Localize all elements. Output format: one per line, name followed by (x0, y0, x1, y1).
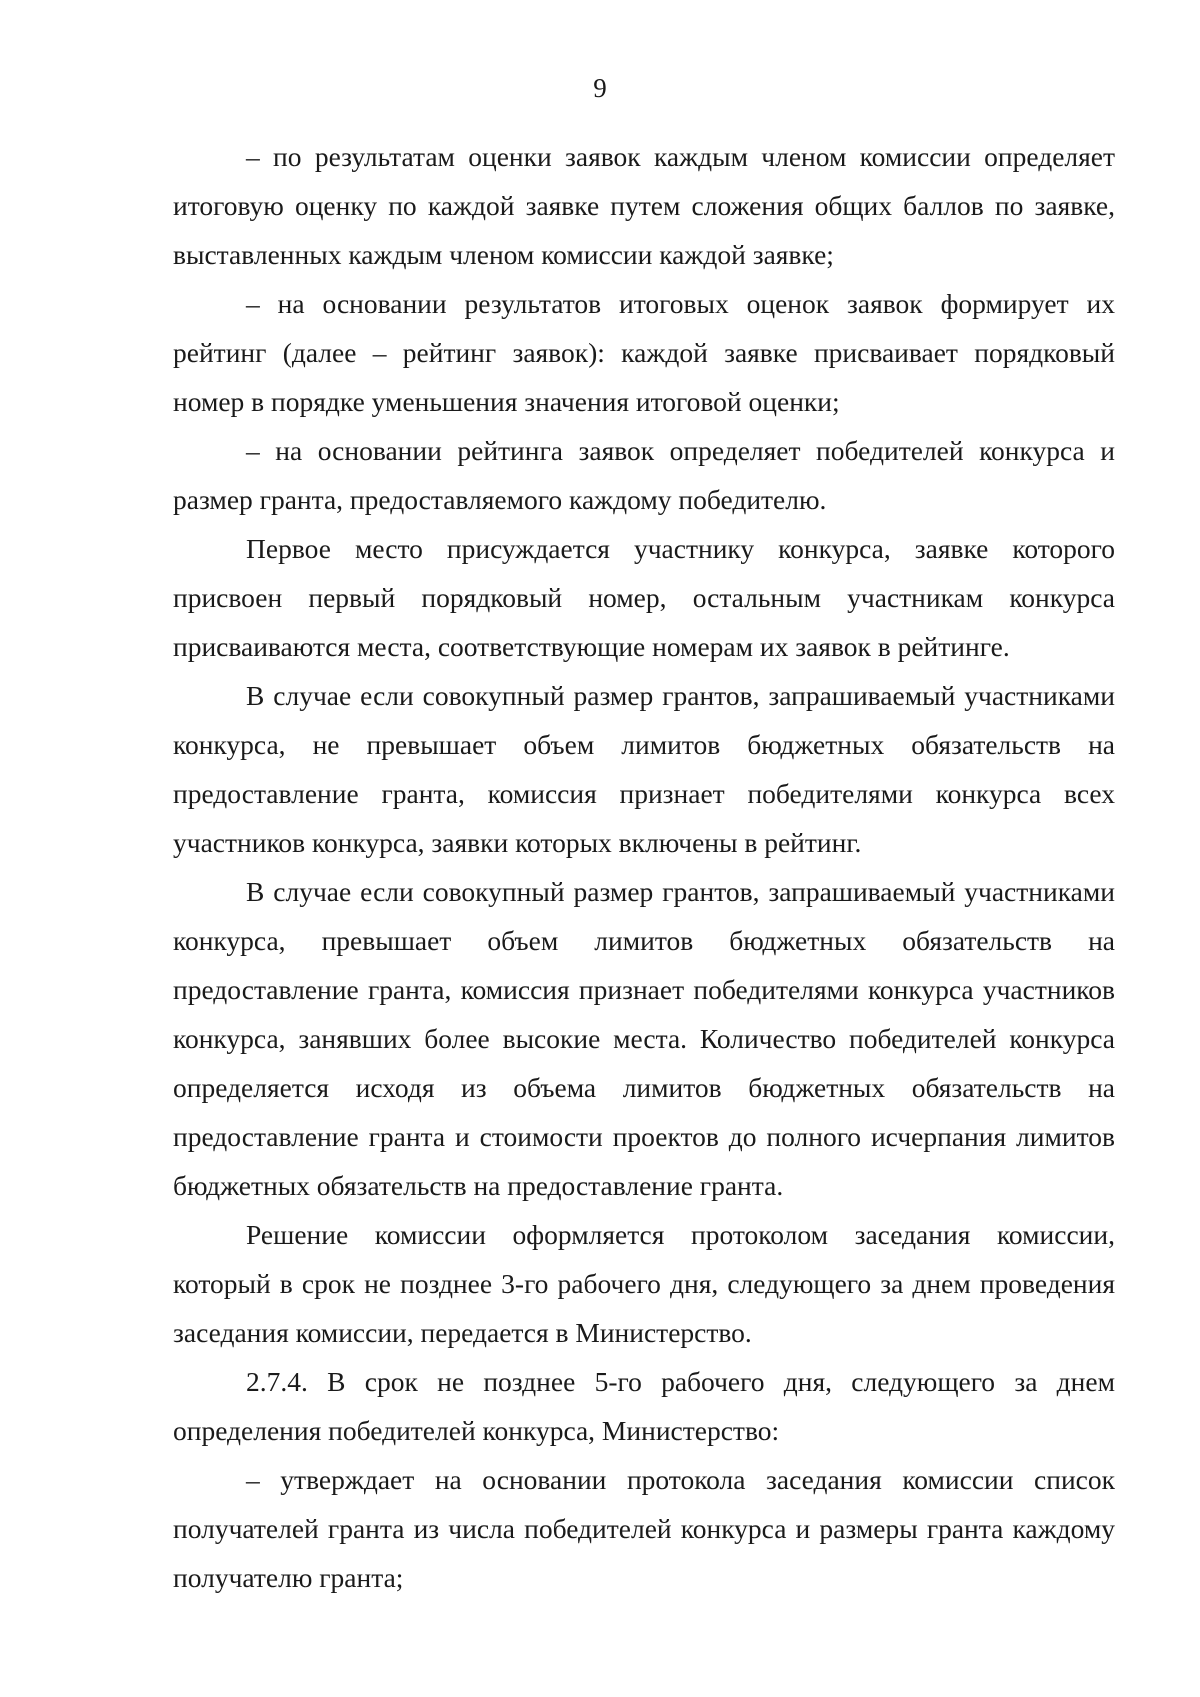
page-number: 9 (593, 73, 607, 103)
paragraph-approval: – утверждает на основании протокола заседания комиссии список получателей гранта из числа победителей конкурса и размеры гранта каждому получателю гранта; (173, 1464, 1115, 1593)
paragraph-limits-not-exceeded: В случае если совокупный размер грантов, запрашиваемый участниками конкурса, не превышает объем лимитов бюджетных обязательств на предоставление гранта, комиссия признает победителями конкурса всех участников конкурса, заявки которых включены в рейтинг. (173, 680, 1115, 858)
document-body (173, 132, 1115, 1602)
paragraph-protocol: Решение комиссии оформляется протоколом заседания комиссии, который в срок не позднее 3-го рабочего дня, следующего за днем проведения заседания комиссии, передается в Министерство. (173, 1219, 1115, 1348)
paragraph-section-2-7-4: 2.7.4. В срок не позднее 5-го рабочего дня, следующего за днем определения победителей конкурса, Министерство: (173, 1366, 1115, 1446)
paragraph-winners: – на основании рейтинга заявок определяет победителей конкурса и размер гранта, предоставляемого каждому победителю. (173, 435, 1115, 515)
paragraph-first-place: Первое место присуждается участнику конкурса, заявке которого присвоен первый порядковый номер, остальным участникам конкурса присваиваются места, соответствующие номерам их заявок в рейтинге. (173, 533, 1115, 662)
paragraph-final-score: – по результатам оценки заявок каждым членом комиссии определяет итоговую оценку по каждой заявке путем сложения общих баллов по заявке, выставленных каждым членом комиссии каждой заявке; (173, 141, 1115, 270)
paragraph-limits-exceeded: В случае если совокупный размер грантов, запрашиваемый участниками конкурса, превышает объем лимитов бюджетных обязательств на предоставление гранта, комиссия признает победителями конкурса участников конкурса, занявших более высокие места. Количество победителей конкурса определяется исходя из объема лимитов бюджетных обязательств на предоставление гранта и стоимости проектов до полного исчерпания лимитов бюджетных обязательств на предоставление гранта. (173, 876, 1115, 1201)
paragraph-rating: – на основании результатов итоговых оценок заявок формирует их рейтинг (далее – рейтинг заявок): каждой заявке присваивает порядковый номер в порядке уменьшения значения итоговой оценки; (173, 288, 1115, 417)
